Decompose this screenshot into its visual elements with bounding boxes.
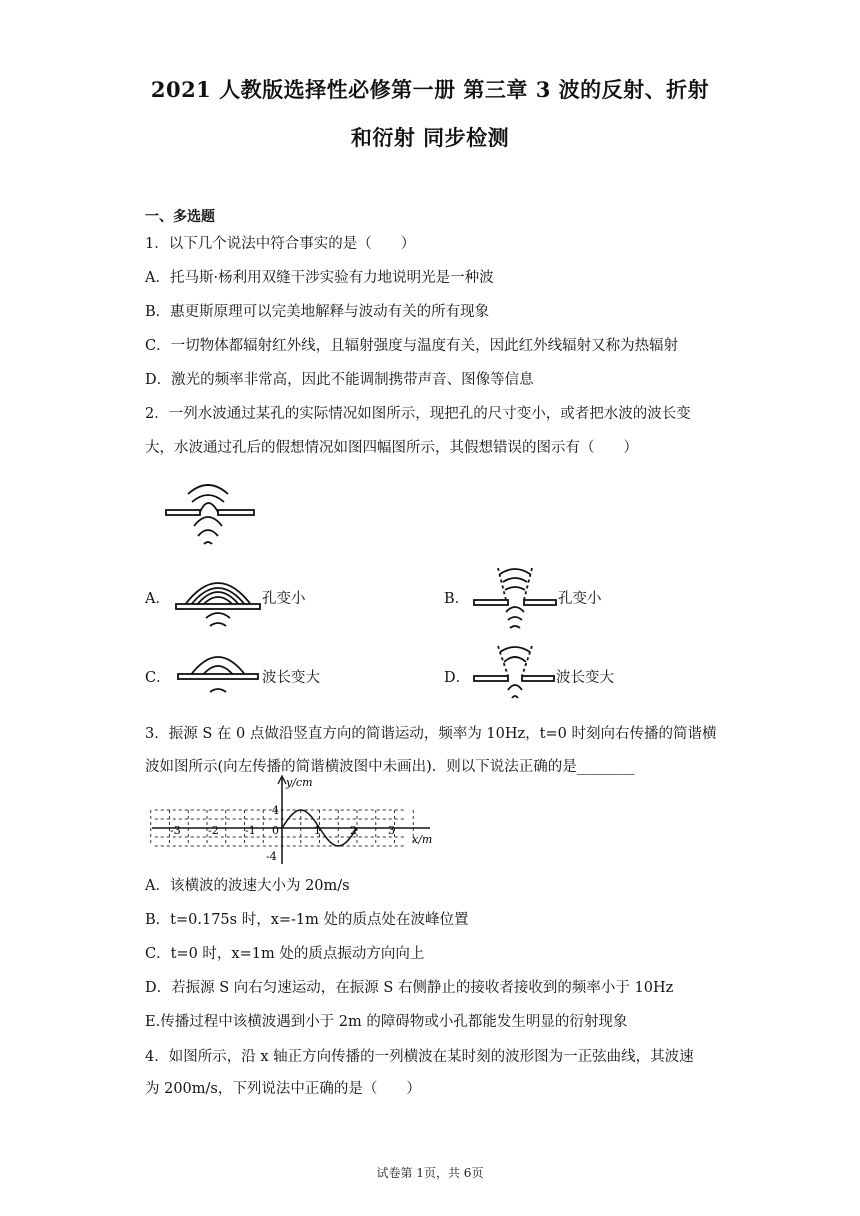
q2-option-c-figure <box>172 646 262 698</box>
x-tick-label: 1 <box>314 824 321 837</box>
q2-option-a-caption: 孔变小 <box>262 591 306 607</box>
q1-option-b: B．惠更斯原理可以完美地解释与波动有关的所有现象 <box>145 304 490 320</box>
x-tick-label: -1 <box>245 824 256 837</box>
q3-wave-graph <box>150 772 440 868</box>
page-footer: 试卷第 1页，共 6页 <box>376 1166 484 1180</box>
x-tick-label: 3 <box>388 824 395 837</box>
q3-option-c: C．t=0 时，x=1m 处的质点振动方向向上 <box>145 946 425 962</box>
q2-option-c-caption: 波长变大 <box>262 670 320 686</box>
q3-option-d: D．若振源 S 向右匀速运动，在振源 S 右侧静止的接收者接收到的频率小于 10Hz <box>145 980 674 996</box>
q2-stem-line-2: 大，水波通过孔后的假想情况如图四幅图所示，其假想错误的图示有（ ） <box>145 440 638 456</box>
x-axis-label: x/m <box>412 833 433 846</box>
y-tick-label: 4 <box>272 804 279 817</box>
q3-option-a: A．该横波的波速大小为 20m/s <box>145 878 350 894</box>
q2-option-a-figure <box>172 566 262 632</box>
q2-stem-line-1: 2．一列水波通过某孔的实际情况如图所示，现把孔的尺寸变小，或者把水波的波长变 <box>145 406 691 422</box>
q3-stem-line-1: 3．振源 S 在 0 点做沿竖直方向的简谐运动，频率为 10Hz，t=0 时刻向右传播的简谐横 <box>145 726 717 742</box>
q2-option-b-label: B． <box>444 591 470 607</box>
section-heading: 一、多选题 <box>145 209 215 225</box>
q1-option-a: A．托马斯·杨利用双缝干涉实验有力地说明光是一种波 <box>145 270 494 286</box>
x-tick-label: 0 <box>272 824 279 837</box>
q2-option-a-label: A． <box>145 591 170 607</box>
y-tick-label: -4 <box>266 850 277 863</box>
page-title-line-1: 2021 人教版选择性必修第一册 第三章 3 波的反射、折射 <box>150 77 710 102</box>
q2-option-d-figure <box>470 640 560 702</box>
page-title-line-2: 和衍射 同步检测 <box>350 125 510 150</box>
q2-option-b-figure <box>470 560 560 634</box>
q4-stem-line-2: 为 200m/s，下列说法中正确的是（ ） <box>145 1081 421 1097</box>
q2-option-c-label: C． <box>145 670 171 686</box>
q2-option-d-label: D． <box>444 670 471 686</box>
q2-option-b-caption: 孔变小 <box>558 591 602 607</box>
q3-stem-line-2: 波如图所示(向左传播的简谐横波图中未画出)．则以下说法正确的是________ <box>145 759 635 775</box>
q3-option-b: B．t=0.175s 时，x=-1m 处的质点处在波峰位置 <box>145 912 469 928</box>
q3-option-e: E.传播过程中该横波遇到小于 2m 的障碍物或小孔都能发生明显的衍射现象 <box>145 1014 628 1030</box>
q1-option-c: C．一切物体都辐射红外线，且辐射强度与温度有关，因此红外线辐射又称为热辐射 <box>145 338 679 354</box>
x-tick-label: 2 <box>350 824 357 837</box>
q4-stem-line-1: 4．如图所示，沿 x 轴正方向传播的一列横波在某时刻的波形图为一正弦曲线，其波速 <box>145 1049 694 1065</box>
x-tick-label: -2 <box>208 824 219 837</box>
q1-option-d: D．激光的频率非常高，因此不能调制携带声音、图像等信息 <box>145 372 534 388</box>
q1-stem: 1．以下几个说法中符合事实的是（ ） <box>145 236 416 252</box>
q2-actual-wave-figure <box>160 466 260 546</box>
x-tick-label: -3 <box>170 824 181 837</box>
y-axis-label: y/cm <box>286 776 313 789</box>
q2-option-d-caption: 波长变大 <box>556 670 614 686</box>
